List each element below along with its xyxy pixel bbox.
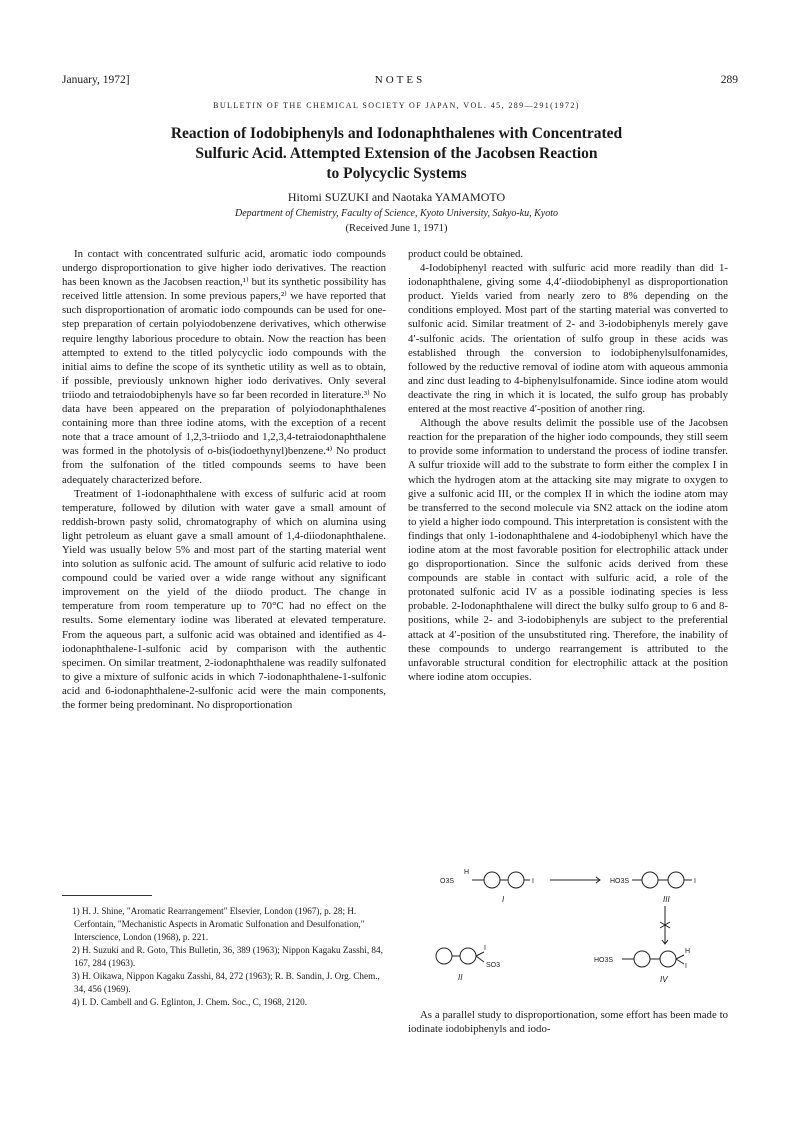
ring	[484, 872, 500, 888]
reaction-scheme	[420, 864, 730, 996]
paragraph: Although the above results delimit the possible use of the Jacobsen reaction for the preparation of the higher iodo compounds, they still seem to provide some information to understand the process of iodine transfer. A sulfur trioxide will add to the substrate to form either the complex I in which the hydrogen atom at the attacking site may migrate to oxygen to give a sulfonic acid III, or the complex II in which the iodine atom may be transferred to the second molecule via SN2 attack on the iodine atom to yield a higher iodo compound. This interpretation is consistent with the findings that only 1-iodonaphthalene and 4-iodobiphenyl which have the iodine atom at the most favorable position for electrophilic attack under go disproportionation. Since the sulfonic acids derived from these compounds are stable in contact with sulfuric acid, a role of the protonated sulfonic acid IV as a possible iodinating species is less probable. 2-Iodonaphthalene will direct the bulky sulfo group to 6 and 8-positions, while 2- and 3-iodobiphenyls are subject to the preferential attack at 4′-position of the unsubstituted ring. Therefore, the inability of these compounds to undergo rearrangement is attributed to the unfavorable structural condition for electrophilic attack at the position where iodine atom occupies.	[408, 417, 728, 683]
left-column	[62, 247, 386, 712]
footnote-rule	[62, 895, 152, 896]
journal-citation: BULLETIN OF THE CHEMICAL SOCIETY OF JAPAN, VOL. 45, 289—291(1972)	[213, 101, 580, 110]
ring	[436, 948, 452, 964]
paragraph: In contact with concentrated sulfuric acid, aromatic iodo compounds undergo disproportionation to give higher iodo derivatives. The reaction has been known as the Jacobsen reaction,¹⁾ but its synthetic possibility has received little attension. In some previous papers,²⁾ we have reported that such disproportionation of aromatic iodo compounds can be used for one-step preparation of certain polyiodobenzene derivatives, which otherwise require lengthy laborious procedure to obtain. Now the reaction has been attempted to extend to the titled polycyclic iodo compounds with the initial aims to define the scope of its synthetic utility as well as to obtain, if possible, previously unknown higher iodo derivatives. Only several triiodo and tetraiodobiphenyls have so far been recorded in literature.³⁾ No data have been appeared on the preparation of polyiodonaphthalenes containing more than three iodine atoms, with the exception of a recent note that a trace amount of 1,2,3-triiodo and 1,2,3,4-tetraiodonaphthalene was formed in the photolysis of o-bis(iodoethynyl)benzene.⁴⁾ No product from the sulfonation of the titled compounds seems to have been adequately characterized before.	[62, 248, 386, 486]
ring	[460, 948, 476, 964]
ring	[634, 951, 650, 967]
title-line: Sulfuric Acid. Attempted Extension of the Jacobsen Reaction	[195, 145, 598, 162]
right-column	[408, 247, 728, 684]
group-label: H	[685, 948, 691, 955]
compound-label: IV	[660, 975, 668, 984]
group-label: SO3	[486, 962, 501, 969]
paragraph: As a parallel study to disproportionation, some effort has been made to iodinate iodobiphenyls and iodo-	[408, 1009, 728, 1036]
running-header	[62, 74, 738, 90]
footnote: 2) H. Suzuki and R. Goto, This Bulletin, 36, 389 (1963); Nippon Kagaku Zasshi, 84, 167, 284 (1963).	[72, 945, 383, 968]
group-label: I	[694, 878, 696, 885]
group-label: I	[532, 878, 534, 885]
group-label: O3S	[440, 878, 455, 885]
continued-paragraph	[408, 1008, 728, 1036]
paragraph: product could be obtained.	[408, 248, 524, 260]
footnote: 4) I. D. Cambell and G. Eglinton, J. Chem. Soc., C, 1968, 2120.	[72, 997, 308, 1007]
group-label: I	[685, 963, 687, 970]
title-line: Reaction of Iodobiphenyls and Iodonaphthalenes with Concentrated	[170, 125, 623, 142]
ring	[660, 951, 676, 967]
compound-label: III	[663, 895, 670, 904]
title-line: to Polycyclic Systems	[326, 165, 467, 182]
group-label: HO3S	[610, 878, 630, 885]
paragraph: 4-Iodobiphenyl reacted with sulfuric acid more readily than did 1-iodonaphthalene, giving some 4,4′-diiodobiphenyl as disproportionation product. Yields varied from nearly zero to 8% depending on the conditions employed. Most part of the starting material was converted to sulfonic acid. Similar treatment of 2- and 3-iodobiphenyls merely gave 4′-sulfonic acids. The orientation of sulfo group in these acids was established through the conversion to iodobiphenylsulfonamides, followed by the reductive removal of iodine atom with aqueous ammonia and zinc dust leading to 4-biphenylsulfonamide. Since iodine atom would deactivate the ring in which it is located, the sulfo group has probably entered at the most reactive 4′-position of another ring.	[408, 262, 728, 416]
authors: Hitomi SUZUKI and Naotaka YAMAMOTO	[287, 190, 506, 204]
group-label: H	[464, 869, 470, 876]
header-date: January, 1972]	[62, 74, 130, 86]
ring	[508, 872, 524, 888]
ring	[668, 872, 684, 888]
group-label: I	[484, 945, 486, 952]
footnote: 1) H. J. Shine, "Aromatic Rearrangement" Elsevier, London (1967), p. 28; H. Cerfontain, "Mechanistic Aspects in Aromatic Sulfonation and Desulfonation," Interscience, London (1968), p. 221.	[72, 906, 365, 942]
group-label: HO3S	[594, 957, 614, 964]
ring	[642, 872, 658, 888]
article-title	[120, 124, 673, 184]
footnotes	[62, 905, 386, 1009]
footnote: 3) H. Oikawa, Nippon Kagaku Zasshi, 84, 272 (1963); R. B. Sandin, J. Org. Chem., 34, 456 (1969).	[72, 971, 380, 994]
paragraph: Treatment of 1-iodonaphthalene with excess of sulfuric acid at room temperature, followed by dilution with water gave a small amount of reddish-brown pasty solid, chromatography of which on alumina using light petroleum as eluant gave a small amount of 1,4-diiodonaphthalene. Yield was usually below 5% and most part of the starting material went into solution as sulfonic acid. The amount of sulfuric acid relative to iodo compound could be varied over a wide range without any significant improvement on the yield of the diiodo product. The change in temperature from room temperature up to 70°C had no effect on the results. Some elementary iodine was liberated at elevated temperature. From the aqueous part, a sulfonic acid was obtained and identified as 4-iodonaphthalene-1-sulfonic acid by comparison with the authentic specimen. On similar treatment, 2-iodonaphthalene was readily sulfonated to give a mixture of sulfonic acids in which 7-iodonaphthalene-1-sulfonic acid and 6-iodonaphthalene-2-sulfonic acid were the main components, the former being predominant. No disproportionation	[62, 487, 386, 711]
compound-label: I	[502, 895, 505, 904]
received-date: (Received June 1, 1971)	[345, 223, 448, 234]
page-number: 289	[720, 74, 738, 86]
affiliation: Department of Chemistry, Faculty of Science, Kyoto University, Sakyo-ku, Kyoto	[235, 208, 558, 219]
header-section: NOTES	[374, 74, 426, 86]
compound-label: II	[458, 973, 463, 982]
